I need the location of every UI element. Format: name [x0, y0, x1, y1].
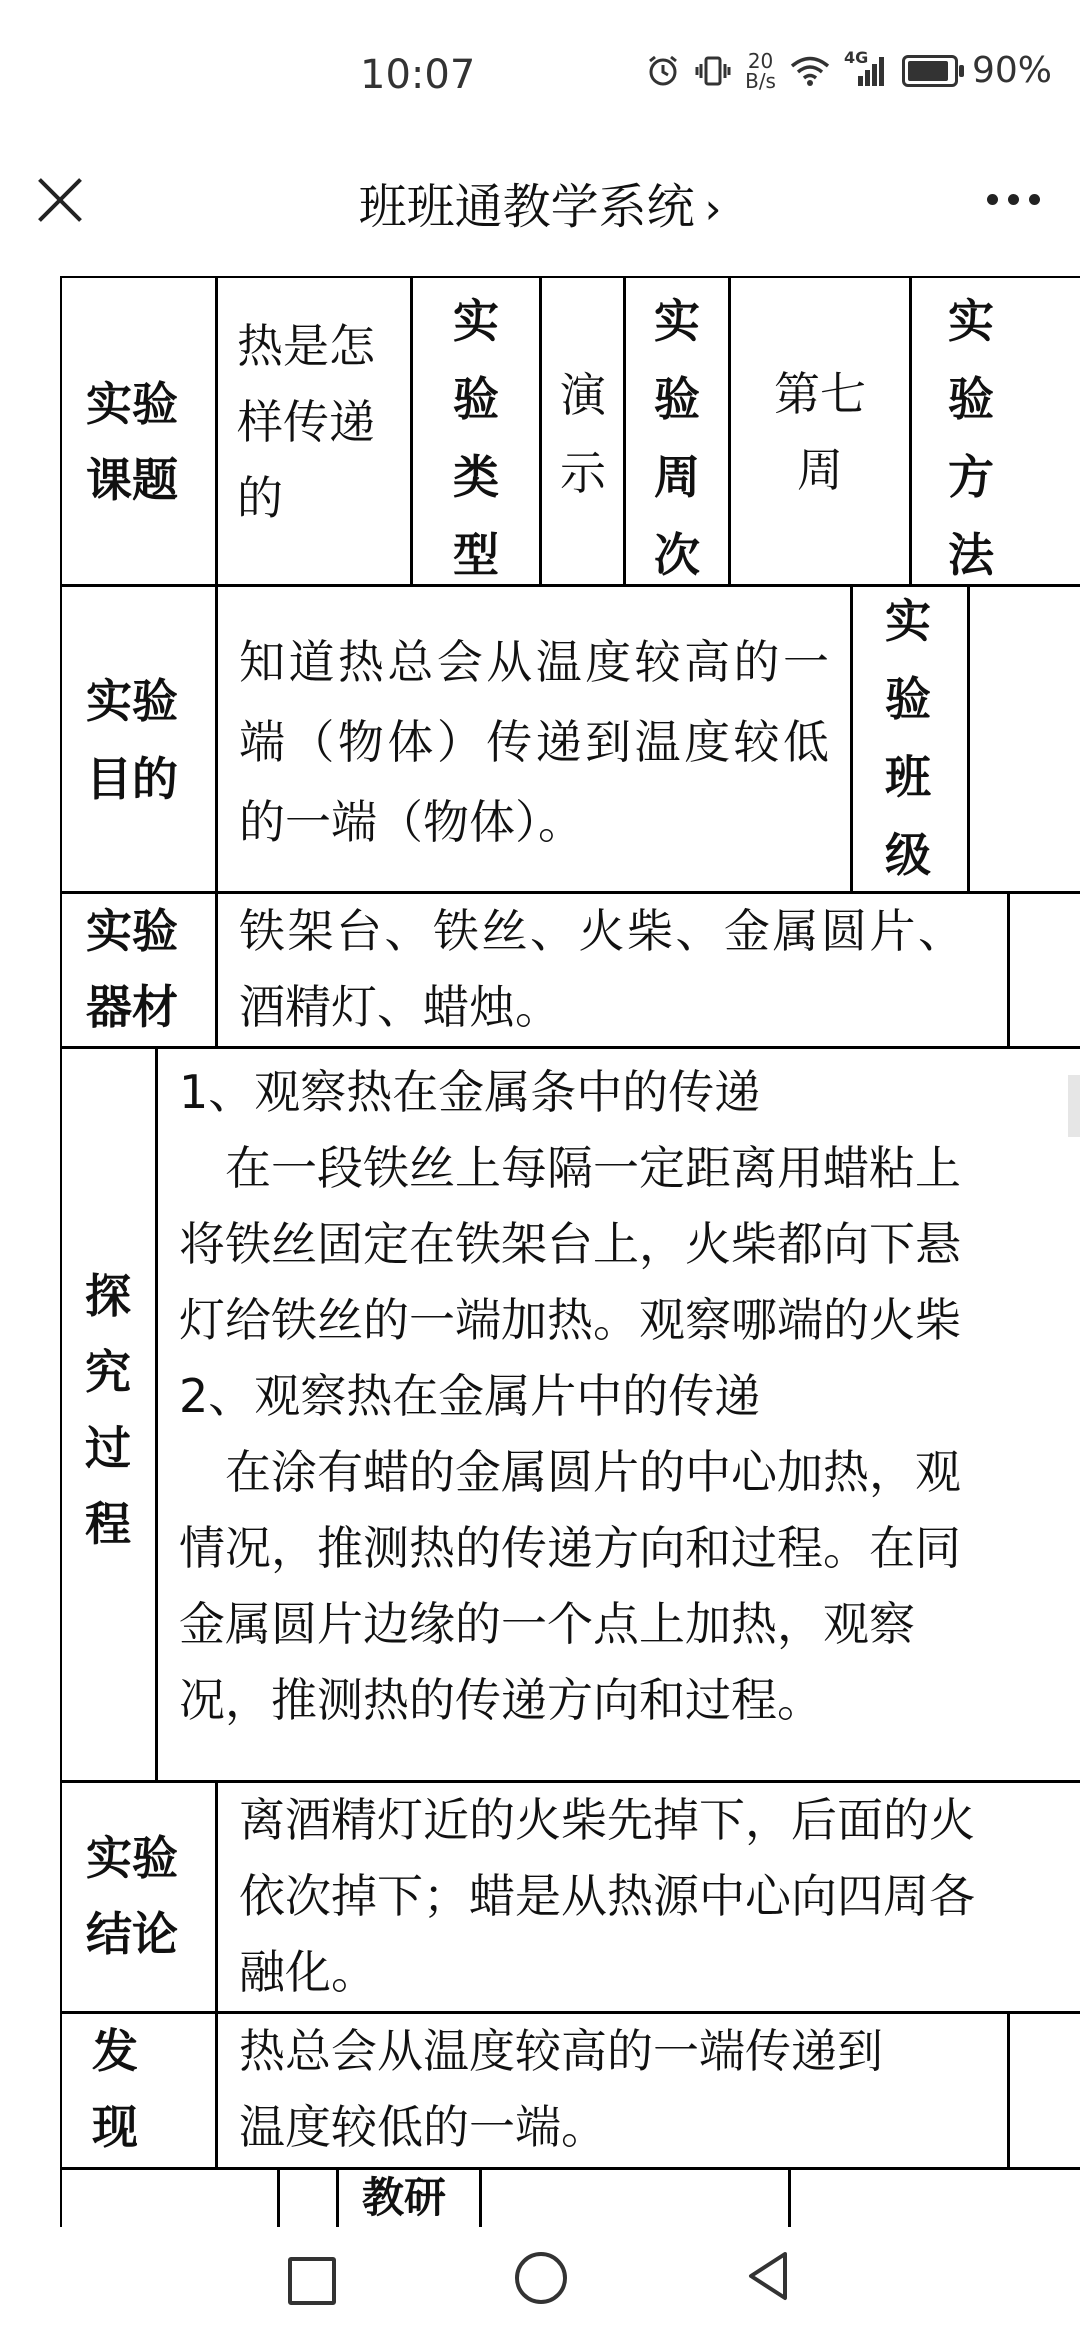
topic-value: 热是怎样传递的 [237, 319, 375, 525]
process-line: 灯给铁丝的一端加热。观察哪端的火柴 [179, 1293, 961, 1347]
method-label: 实验方法 [948, 294, 994, 582]
wifi-icon [790, 55, 830, 87]
process-value-cell [155, 1046, 1080, 1783]
equipment-value-cell [215, 891, 1010, 1049]
battery-fill [908, 61, 948, 81]
equipment-label: 实验器材 [86, 904, 178, 1034]
process-line: 情况，推测热的传递方向和过程。在同 [179, 1521, 961, 1575]
recent-apps-icon[interactable] [288, 2257, 336, 2305]
network-type: 4G [843, 47, 869, 67]
more-icon[interactable] [987, 194, 1040, 205]
method-label-cell [909, 276, 1080, 587]
bottom-cell-5 [788, 2167, 1080, 2227]
purpose-label: 实验目的 [86, 674, 178, 806]
discovery-value-cell [215, 2011, 1010, 2170]
process-line: 金属圆片边缘的一个点上加热，观察 [179, 1597, 915, 1651]
purpose-value: 知道热总会从温度较高的一端（物体）传递到温度较低的一端（物体）。 [239, 635, 829, 849]
status-bar [0, 0, 1080, 150]
home-icon[interactable] [515, 2252, 567, 2304]
week-label: 实验周次 [654, 294, 700, 582]
process-line: 2、观察热在金属片中的传递 [179, 1369, 761, 1423]
discovery-line: 温度较低的一端。 [239, 2100, 607, 2154]
week-value-cell [728, 276, 912, 587]
process-line: 况，推测热的传递方向和过程。 [179, 1673, 823, 1727]
class-label-cell [850, 584, 970, 894]
page-title[interactable] [0, 168, 1080, 237]
scroll-indicator[interactable] [1068, 1075, 1080, 1137]
conclusion-line: 离酒精灯近的火柴先掉下，后面的火 [239, 1793, 975, 1847]
process-line: 将铁丝固定在铁架台上，火柴都向下悬 [179, 1217, 961, 1271]
back-icon[interactable] [745, 2250, 791, 2302]
bottom-partial-text: 教研 [362, 2173, 447, 2222]
type-value: 演示 [560, 368, 606, 500]
conclusion-label: 实验结论 [86, 1831, 178, 1961]
purpose-value-cell [215, 584, 853, 894]
battery-icon [902, 55, 958, 87]
process-line: 在涂有蜡的金属圆片的中心加热，观 [179, 1445, 961, 1499]
discovery-label-cell [60, 2011, 218, 2170]
process-line: 在一段铁丝上每隔一定距离用蜡粘上 [179, 1141, 961, 1195]
equipment-value: 铁架台、铁丝、火柴、金属圆片、酒精灯、蜡烛。 [239, 904, 964, 1034]
conclusion-line: 融化。 [239, 1945, 377, 1999]
status-time: 10:07 [360, 52, 476, 98]
status-icons [645, 47, 1052, 93]
topic-label: 实验课题 [86, 377, 178, 507]
topic-label-cell [60, 276, 218, 587]
week-value: 第七周 [774, 367, 866, 497]
bottom-cell-4 [479, 2167, 791, 2227]
class-value-cell [967, 584, 1080, 894]
conclusion-value-cell [215, 1780, 1080, 2014]
signal-icon [843, 47, 888, 88]
bottom-cell-1 [60, 2167, 280, 2227]
discovery-label: 发现 [92, 2024, 166, 2154]
equipment-extra-cell [1007, 891, 1080, 1049]
vibrate-icon [695, 53, 731, 89]
document-view[interactable] [0, 272, 1080, 2227]
discovery-extra-cell [1007, 2011, 1080, 2170]
type-label: 实验类型 [453, 294, 499, 582]
battery-percent: 90% [971, 50, 1052, 91]
type-value-cell [539, 276, 626, 587]
class-label: 实验班级 [885, 594, 931, 882]
purpose-label-cell [60, 584, 218, 894]
page-title-text: 班班通教学系统 [358, 179, 695, 235]
conclusion-label-cell [60, 1780, 218, 2014]
equipment-label-cell [60, 891, 218, 1049]
bottom-cell-2 [277, 2167, 339, 2227]
process-line: 1、观察热在金属条中的传递 [179, 1065, 761, 1119]
bottom-cell-3 [336, 2167, 482, 2227]
topic-value-cell [215, 276, 413, 587]
conclusion-line: 依次掉下；蜡是从热源中心向四周各 [239, 1869, 975, 1923]
alarm-icon [645, 53, 681, 89]
process-label-cell [60, 1046, 158, 1783]
discovery-line: 热总会从温度较高的一端传递到 [239, 2024, 883, 2078]
net-speed: 20 B/s [745, 48, 776, 93]
chevron-right-icon: › [704, 184, 722, 233]
type-label-cell [410, 276, 542, 587]
week-label-cell [623, 276, 731, 587]
process-label: 探究过程 [85, 1269, 131, 1551]
